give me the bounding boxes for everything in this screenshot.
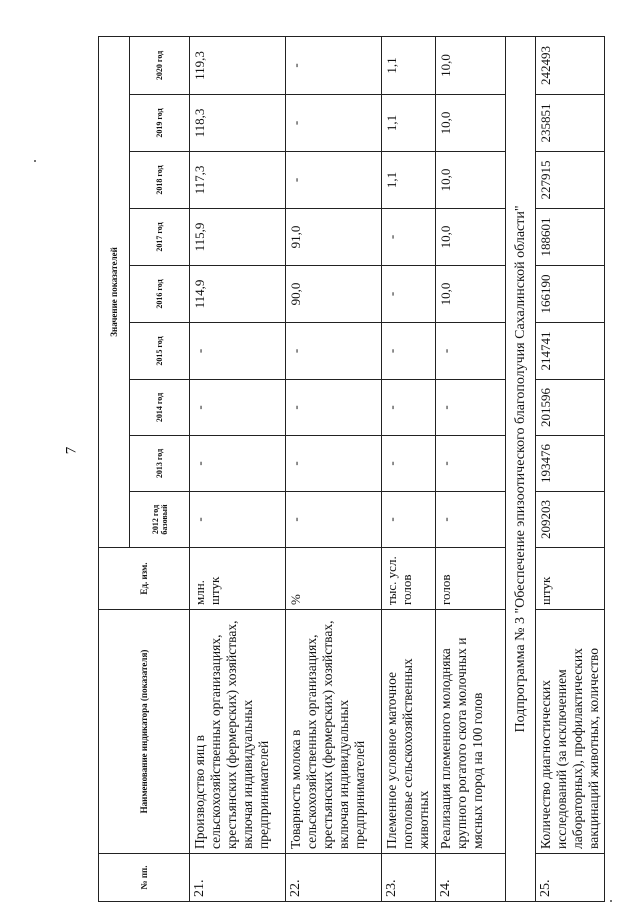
value-cell: - bbox=[436, 436, 506, 492]
value-cell: 188601 bbox=[536, 209, 605, 266]
value-cell: - bbox=[436, 323, 506, 380]
value-cell: - bbox=[190, 436, 286, 492]
scan-speck bbox=[34, 160, 36, 162]
value-cell: - bbox=[190, 323, 286, 380]
value-cell: - bbox=[382, 436, 436, 492]
header-unit: Ед. изм. bbox=[99, 548, 190, 610]
value-cell: 90,0 bbox=[286, 266, 382, 323]
value-cell: - bbox=[286, 152, 382, 209]
value-cell: - bbox=[190, 380, 286, 436]
row-number: 22. bbox=[286, 854, 382, 902]
value-cell: 10,0 bbox=[436, 95, 506, 152]
row-number: 23. bbox=[382, 854, 436, 902]
value-cell: - bbox=[382, 492, 436, 548]
indicator-unit: штук bbox=[536, 548, 605, 610]
year-header: 2019 год bbox=[130, 95, 190, 152]
value-cell: 201596 bbox=[536, 380, 605, 436]
year-header: 2017 год bbox=[130, 209, 190, 266]
value-cell: 1,1 bbox=[382, 152, 436, 209]
value-cell: - bbox=[436, 492, 506, 548]
indicator-name: Племенное условное маточное поголовье сельскохозяйственных животных bbox=[382, 610, 436, 854]
row-number: 24. bbox=[436, 854, 506, 902]
value-cell: 114,9 bbox=[190, 266, 286, 323]
value-cell: - bbox=[190, 492, 286, 548]
indicators-table bbox=[98, 36, 605, 902]
rotated-indicators-table-sheet bbox=[98, 37, 601, 902]
indicator-name: Товарность молока в сельскохозяйственных организациях, крестьянских (фермерских) хозяйствах, включая индивидуальных предпринимателей bbox=[286, 610, 382, 854]
year-header: 2016 год bbox=[130, 266, 190, 323]
header-values: Значение показателей bbox=[99, 36, 130, 547]
value-cell: 91,0 bbox=[286, 209, 382, 266]
value-cell: - bbox=[382, 380, 436, 436]
value-cell: 10,0 bbox=[436, 266, 506, 323]
value-cell: 1,1 bbox=[382, 95, 436, 152]
value-cell: 193476 bbox=[536, 436, 605, 492]
row-number: 25. bbox=[536, 854, 605, 902]
year-header: 2015 год bbox=[130, 323, 190, 380]
indicator-unit: % bbox=[286, 548, 382, 610]
page-number: 7 bbox=[63, 446, 80, 455]
value-cell: - bbox=[286, 380, 382, 436]
value-cell: 166190 bbox=[536, 266, 605, 323]
value-cell: 118,3 bbox=[190, 95, 286, 152]
value-cell: - bbox=[436, 380, 506, 436]
subprogram-row bbox=[506, 36, 536, 901]
indicator-unit: млн. штук bbox=[190, 548, 286, 610]
value-cell: 209203 bbox=[536, 492, 605, 548]
header-name: Наименование индикатора (показателя) bbox=[99, 610, 190, 854]
value-cell: - bbox=[382, 266, 436, 323]
year-header: 2012 год базовый bbox=[130, 492, 190, 548]
year-header: 2020 год bbox=[130, 36, 190, 94]
table-row bbox=[436, 36, 506, 901]
subprogram-title: Подпрограмма № 3 "Обеспечение эпизоотического благополучия Сахалинской области" bbox=[506, 36, 536, 901]
indicator-name: Реализация племенного молодняка крупного рогатого скота молочных и мясных пород на 100 голов bbox=[436, 610, 506, 854]
value-cell: - bbox=[286, 95, 382, 152]
year-header: 2014 год bbox=[130, 380, 190, 436]
table-header-row bbox=[99, 36, 130, 901]
header-num: № пп. bbox=[99, 854, 190, 902]
row-number: 21. bbox=[190, 854, 286, 902]
value-cell: 10,0 bbox=[436, 36, 506, 94]
value-cell: 214741 bbox=[536, 323, 605, 380]
value-cell: 115,9 bbox=[190, 209, 286, 266]
value-cell: - bbox=[286, 436, 382, 492]
table-row bbox=[190, 36, 286, 901]
year-header: 2018 год bbox=[130, 152, 190, 209]
value-cell: - bbox=[382, 209, 436, 266]
value-cell: - bbox=[286, 492, 382, 548]
value-cell: 227915 bbox=[536, 152, 605, 209]
value-cell: 10,0 bbox=[436, 209, 506, 266]
indicator-name: Количество диагностических исследований (за исключением лабораторных), профилактических вакцинаций животных, количество bbox=[536, 610, 605, 854]
value-cell: - bbox=[382, 323, 436, 380]
value-cell: 235851 bbox=[536, 95, 605, 152]
value-cell: 10,0 bbox=[436, 152, 506, 209]
value-cell: 242493 bbox=[536, 36, 605, 94]
scan-speck bbox=[610, 900, 612, 902]
value-cell: 1,1 bbox=[382, 36, 436, 94]
indicator-name: Производство яиц в сельскохозяйственных организациях, крестьянских (фермерских) хозяйствах, включая индивидуальных предпринимателей bbox=[190, 610, 286, 854]
table-row bbox=[286, 36, 382, 901]
value-cell: - bbox=[286, 36, 382, 94]
indicator-unit: голов bbox=[436, 548, 506, 610]
table-row bbox=[382, 36, 436, 901]
value-cell: 117,3 bbox=[190, 152, 286, 209]
value-cell: - bbox=[286, 323, 382, 380]
table-row bbox=[536, 36, 605, 901]
year-header: 2013 год bbox=[130, 436, 190, 492]
indicator-unit: тыс. усл. голов bbox=[382, 548, 436, 610]
value-cell: 119,3 bbox=[190, 36, 286, 94]
